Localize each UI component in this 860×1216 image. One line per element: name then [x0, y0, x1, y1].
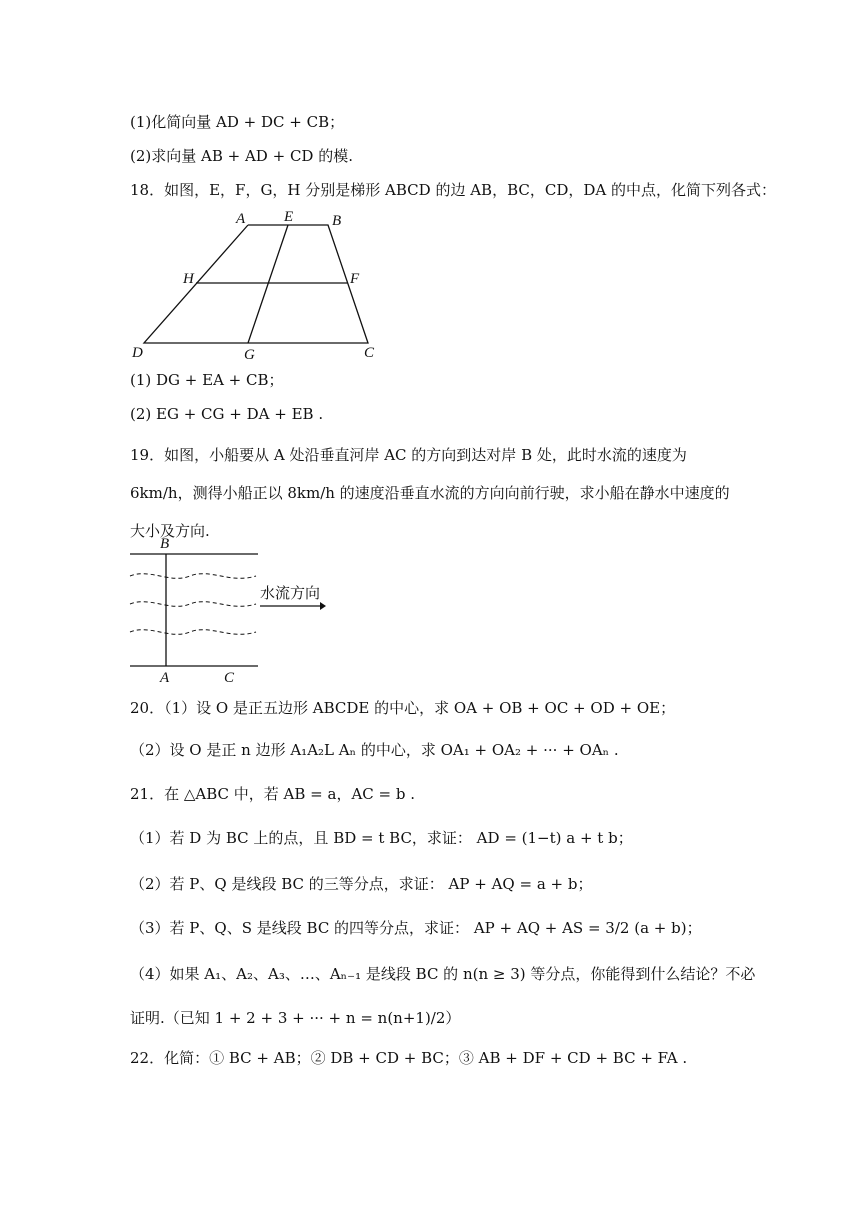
q20-part2: （2）设 O 是正 n 边形 A₁A₂L Aₙ 的中心，求 OA₁ + OA₂ + ··· + OAₙ .	[130, 741, 619, 759]
q19-stem: 19．如图，小船要从 A 处沿垂直河岸 AC 的方向到达对岸 B 处，此时水流的速度为 6km/h，测得小船正以 8km/h 的速度沿垂直水流的方向向前行驶，求小船在静水中速度的大小及方向.	[130, 446, 730, 540]
q17-part1: (1)化简向量 AD + DC + CB；	[130, 113, 345, 131]
label-E: E	[284, 209, 294, 225]
label-B: B	[332, 213, 342, 229]
q22-stem: 22．化简：① BC + AB；② DB + CD + BC；③ AB + DF + CD + BC + FA .	[130, 1049, 688, 1067]
water-flow-label: 水流方向	[260, 584, 321, 602]
q18-stem: 18．如图，E，F，G，H 分别是梯形 ABCD 的边 AB，BC，CD，DA 的中点，化简下列各式：	[130, 181, 776, 199]
label-D: D	[132, 345, 143, 361]
q18-part2: (2) EG + CG + DA + EB .	[130, 405, 324, 423]
label-A: A	[160, 670, 170, 684]
trapezoid-figure	[128, 205, 388, 369]
q21-part4-line1: （4）如果 A₁、A₂、A₃、…、Aₙ₋₁ 是线段 BC 的 n(n ≥ 3) 等分点，你能得到什么结论？不必	[130, 965, 756, 983]
label-C: C	[364, 345, 375, 361]
label-F: F	[350, 271, 360, 287]
q21-part1: （1）若 D 为 BC 上的点，且 BD = t BC，求证： AD = (1−t) a + t b；	[130, 829, 633, 847]
q18-part1: (1) DG + EA + CB；	[130, 371, 284, 389]
q20-part1: 20．（1）设 O 是正五边形 ABCDE 的中心，求 OA + OB + OC + OD + OE；	[130, 699, 676, 717]
label-C: C	[224, 670, 235, 684]
label-G: G	[244, 347, 255, 363]
q21-part2: （2）若 P、Q 是线段 BC 的三等分点，求证： AP + AQ = a + b；	[130, 875, 593, 893]
river-figure	[128, 534, 348, 688]
q21-part4-line2: 证明.（已知 1 + 2 + 3 + ··· + n = n(n+1)/2）	[130, 1009, 461, 1027]
label-B: B	[160, 536, 170, 552]
label-H: H	[183, 271, 194, 287]
q17-part2: (2)求向量 AB + AD + CD 的模.	[130, 147, 353, 165]
label-A: A	[236, 211, 246, 227]
q21-part3: （3）若 P、Q、S 是线段 BC 的四等分点，求证： AP + AQ + AS = 3/2 (a + b)；	[130, 919, 702, 937]
q21-stem: 21．在 △ABC 中，若 AB = a，AC = b .	[130, 785, 415, 803]
